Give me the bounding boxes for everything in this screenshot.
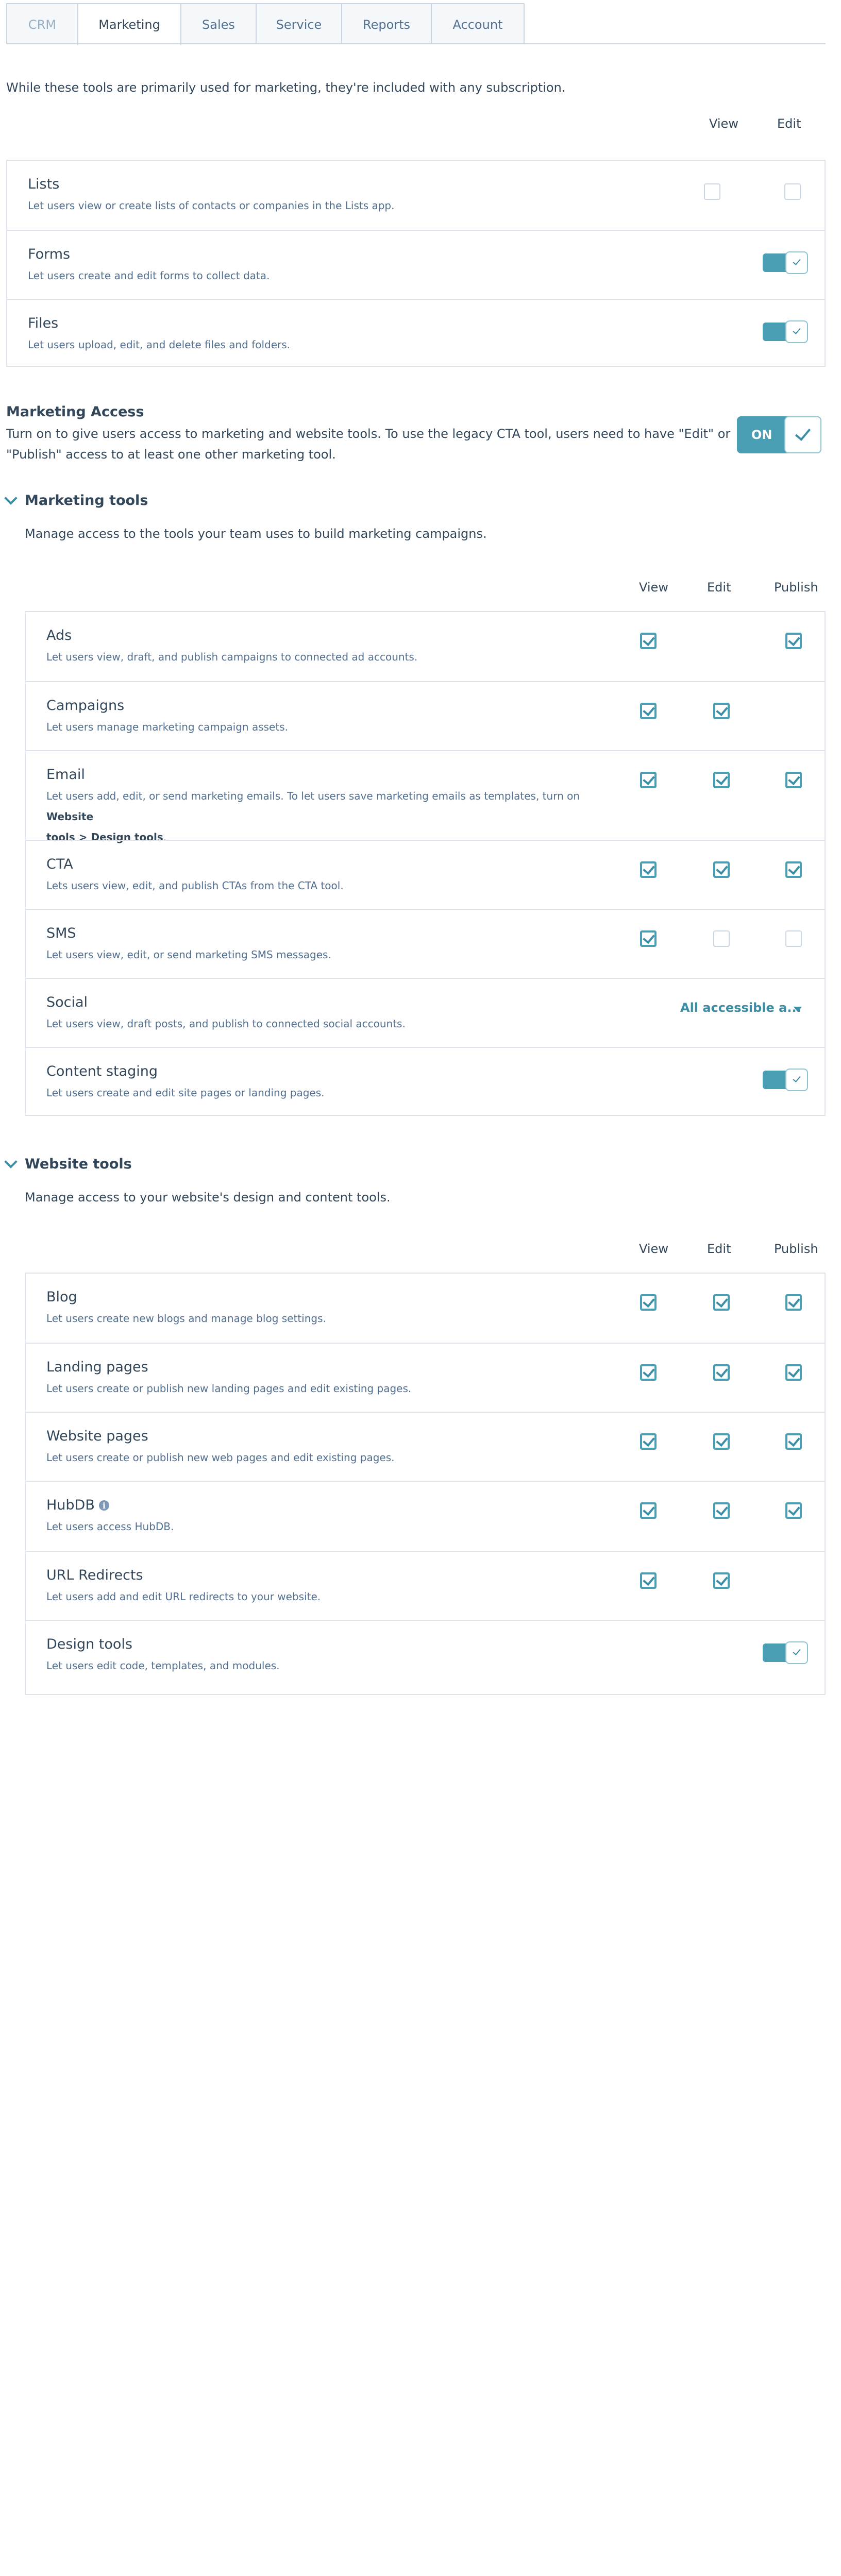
- caret-down-icon[interactable]: [794, 1007, 802, 1012]
- permission-row-files: [7, 299, 825, 368]
- marketing-tools-title[interactable]: Marketing tools: [25, 493, 148, 509]
- website-tools-list: [25, 1273, 826, 1695]
- website-tools-title[interactable]: Website tools: [25, 1156, 132, 1173]
- column-header-view: View: [639, 580, 668, 595]
- url-redirects-edit-checkbox[interactable]: [713, 1572, 730, 1589]
- check-icon: [785, 1641, 808, 1664]
- tab-account[interactable]: Account: [431, 3, 525, 44]
- lists-view-checkbox[interactable]: [704, 183, 720, 200]
- info-icon[interactable]: i: [99, 1500, 109, 1511]
- permission-row-sms: [26, 909, 825, 978]
- row-description: Let users access HubDB.: [46, 1522, 174, 1533]
- tab-bar: [6, 3, 524, 45]
- design-tools-toggle[interactable]: [763, 1641, 808, 1664]
- row-description: Let users upload, edit, and delete files and folders.: [28, 340, 291, 351]
- campaigns-view-checkbox[interactable]: [640, 703, 657, 719]
- row-title: Content staging: [46, 1063, 158, 1080]
- intro-text: While these tools are primarily used for marketing, they're included with any subscription.: [6, 80, 566, 95]
- permission-row-url-redirects: [26, 1551, 825, 1620]
- row-description: Let users create new blogs and manage blog settings.: [46, 1314, 326, 1325]
- row-title: Files: [28, 315, 59, 332]
- hubdb-view-checkbox[interactable]: [640, 1502, 657, 1519]
- tab-divider: [6, 43, 826, 44]
- row-description: Let users manage marketing campaign assets.: [46, 722, 288, 734]
- permission-row-hubdb: [26, 1481, 825, 1551]
- forms-toggle[interactable]: [763, 251, 808, 274]
- url-redirects-view-checkbox[interactable]: [640, 1572, 657, 1589]
- row-description: Let users view, draft posts, and publish to connected social accounts.: [46, 1019, 406, 1030]
- sms-publish-checkbox[interactable]: [785, 930, 802, 947]
- row-title: Design tools: [46, 1636, 132, 1653]
- cta-edit-checkbox[interactable]: [713, 861, 730, 878]
- permission-row-blog: [26, 1274, 825, 1343]
- marketing-access-title: Marketing Access: [6, 404, 144, 420]
- row-title: Campaigns: [46, 698, 125, 714]
- row-description: Let users view, edit, or send marketing SMS messages.: [46, 950, 331, 961]
- permission-row-email: [26, 750, 825, 844]
- permission-row-social: [26, 978, 825, 1047]
- marketing-access-description-line2: "Publish" access to at least one other marketing tool.: [6, 447, 336, 462]
- row-description: Lets users view, edit, and publish CTAs from the CTA tool.: [46, 881, 344, 892]
- row-title: Social: [46, 994, 88, 1011]
- row-title: SMS: [46, 925, 76, 942]
- marketing-access-description-line1: Turn on to give users access to marketing and website tools. To use the legacy CTA tool, users need to have "Edit" or: [6, 427, 731, 441]
- permission-row-cta: [26, 840, 825, 909]
- permission-row-design-tools: [26, 1620, 825, 1696]
- email-publish-checkbox[interactable]: [785, 772, 802, 788]
- column-header-publish: Publish: [774, 580, 818, 595]
- cta-publish-checkbox[interactable]: [785, 861, 802, 878]
- blog-publish-checkbox[interactable]: [785, 1294, 802, 1311]
- row-title: Email: [46, 767, 85, 783]
- row-title: Blog: [46, 1289, 77, 1306]
- email-view-checkbox[interactable]: [640, 772, 657, 788]
- lists-edit-checkbox[interactable]: [784, 183, 801, 200]
- content-staging-toggle[interactable]: [763, 1069, 808, 1091]
- permission-row-forms: [7, 230, 825, 299]
- permission-row-ads: [26, 612, 825, 681]
- chevron-down-icon[interactable]: [4, 1155, 17, 1168]
- permission-row-campaigns: [26, 681, 825, 750]
- files-toggle[interactable]: [763, 320, 808, 343]
- marketing-tools-description: Manage access to the tools your team uses to build marketing campaigns.: [25, 527, 487, 541]
- column-header-view: View: [639, 1242, 668, 1256]
- tab-crm[interactable]: CRM: [6, 3, 78, 44]
- hubdb-edit-checkbox[interactable]: [713, 1502, 730, 1519]
- tab-marketing[interactable]: Marketing: [77, 3, 181, 45]
- row-description: Let users create and edit forms to collect data.: [28, 271, 270, 282]
- row-description: Let users create or publish new landing pages and edit existing pages.: [46, 1384, 412, 1395]
- row-description: Let users add and edit URL redirects to your website.: [46, 1592, 321, 1603]
- permission-row-website-pages: [26, 1412, 825, 1481]
- column-header-edit: Edit: [777, 116, 801, 131]
- row-description: Let users view or create lists of contacts or companies in the Lists app.: [28, 201, 395, 212]
- marketing-access-toggle[interactable]: [737, 416, 821, 453]
- column-header-edit: Edit: [707, 580, 731, 595]
- row-title: Forms: [28, 246, 71, 263]
- sms-view-checkbox[interactable]: [640, 930, 657, 947]
- row-title: CTA: [46, 856, 73, 873]
- campaigns-edit-checkbox[interactable]: [713, 703, 730, 719]
- row-description: Let users view, draft, and publish campaigns to connected ad accounts.: [46, 652, 418, 664]
- row-title: URL Redirects: [46, 1567, 143, 1584]
- landing-pages-publish-checkbox[interactable]: [785, 1364, 802, 1381]
- row-title: Landing pages: [46, 1359, 148, 1376]
- row-title: Ads: [46, 628, 72, 644]
- website-tools-description: Manage access to your website's design and content tools.: [25, 1190, 391, 1205]
- permission-row-landing-pages: [26, 1343, 825, 1412]
- sms-edit-checkbox[interactable]: [713, 930, 730, 947]
- social-access-dropdown[interactable]: All accessible a...: [680, 1001, 801, 1015]
- website-pages-publish-checkbox[interactable]: [785, 1433, 802, 1450]
- column-header-publish: Publish: [774, 1242, 818, 1256]
- ads-publish-checkbox[interactable]: [785, 633, 802, 649]
- email-edit-checkbox[interactable]: [713, 772, 730, 788]
- landing-pages-edit-checkbox[interactable]: [713, 1364, 730, 1381]
- column-header-view: View: [709, 116, 738, 131]
- cta-view-checkbox[interactable]: [640, 861, 657, 878]
- check-icon: [785, 251, 808, 274]
- row-title: HubDB i: [46, 1497, 109, 1514]
- website-pages-view-checkbox[interactable]: [640, 1433, 657, 1450]
- check-icon: [785, 320, 808, 343]
- permission-row-content-staging: [26, 1047, 825, 1116]
- row-description: Let users create and edit site pages or landing pages.: [46, 1088, 325, 1099]
- row-title: Website pages: [46, 1428, 148, 1445]
- row-description: Let users add, edit, or send marketing emails. To let users save marketing emails as templates, turn on Website tools > Design tools.: [46, 791, 580, 844]
- row-description: Let users create or publish new web pages and edit existing pages.: [46, 1453, 395, 1464]
- website-pages-edit-checkbox[interactable]: [713, 1433, 730, 1450]
- hubdb-publish-checkbox[interactable]: [785, 1502, 802, 1519]
- check-icon: [784, 416, 821, 453]
- ads-view-checkbox[interactable]: [640, 633, 657, 649]
- row-description: Let users edit code, templates, and modules.: [46, 1661, 280, 1672]
- chevron-down-icon[interactable]: [4, 492, 17, 504]
- check-icon: [785, 1069, 808, 1091]
- permission-row-lists: [7, 161, 825, 230]
- tab-service[interactable]: Service: [256, 3, 342, 44]
- general-tools-list: [6, 160, 826, 367]
- marketing-tools-list: [25, 611, 826, 1116]
- blog-edit-checkbox[interactable]: [713, 1294, 730, 1311]
- column-header-edit: Edit: [707, 1242, 731, 1256]
- tab-reports[interactable]: Reports: [341, 3, 432, 44]
- landing-pages-view-checkbox[interactable]: [640, 1364, 657, 1381]
- row-title: Lists: [28, 176, 60, 193]
- tab-sales[interactable]: Sales: [180, 3, 257, 44]
- blog-view-checkbox[interactable]: [640, 1294, 657, 1311]
- toggle-state-label: ON: [751, 428, 772, 442]
